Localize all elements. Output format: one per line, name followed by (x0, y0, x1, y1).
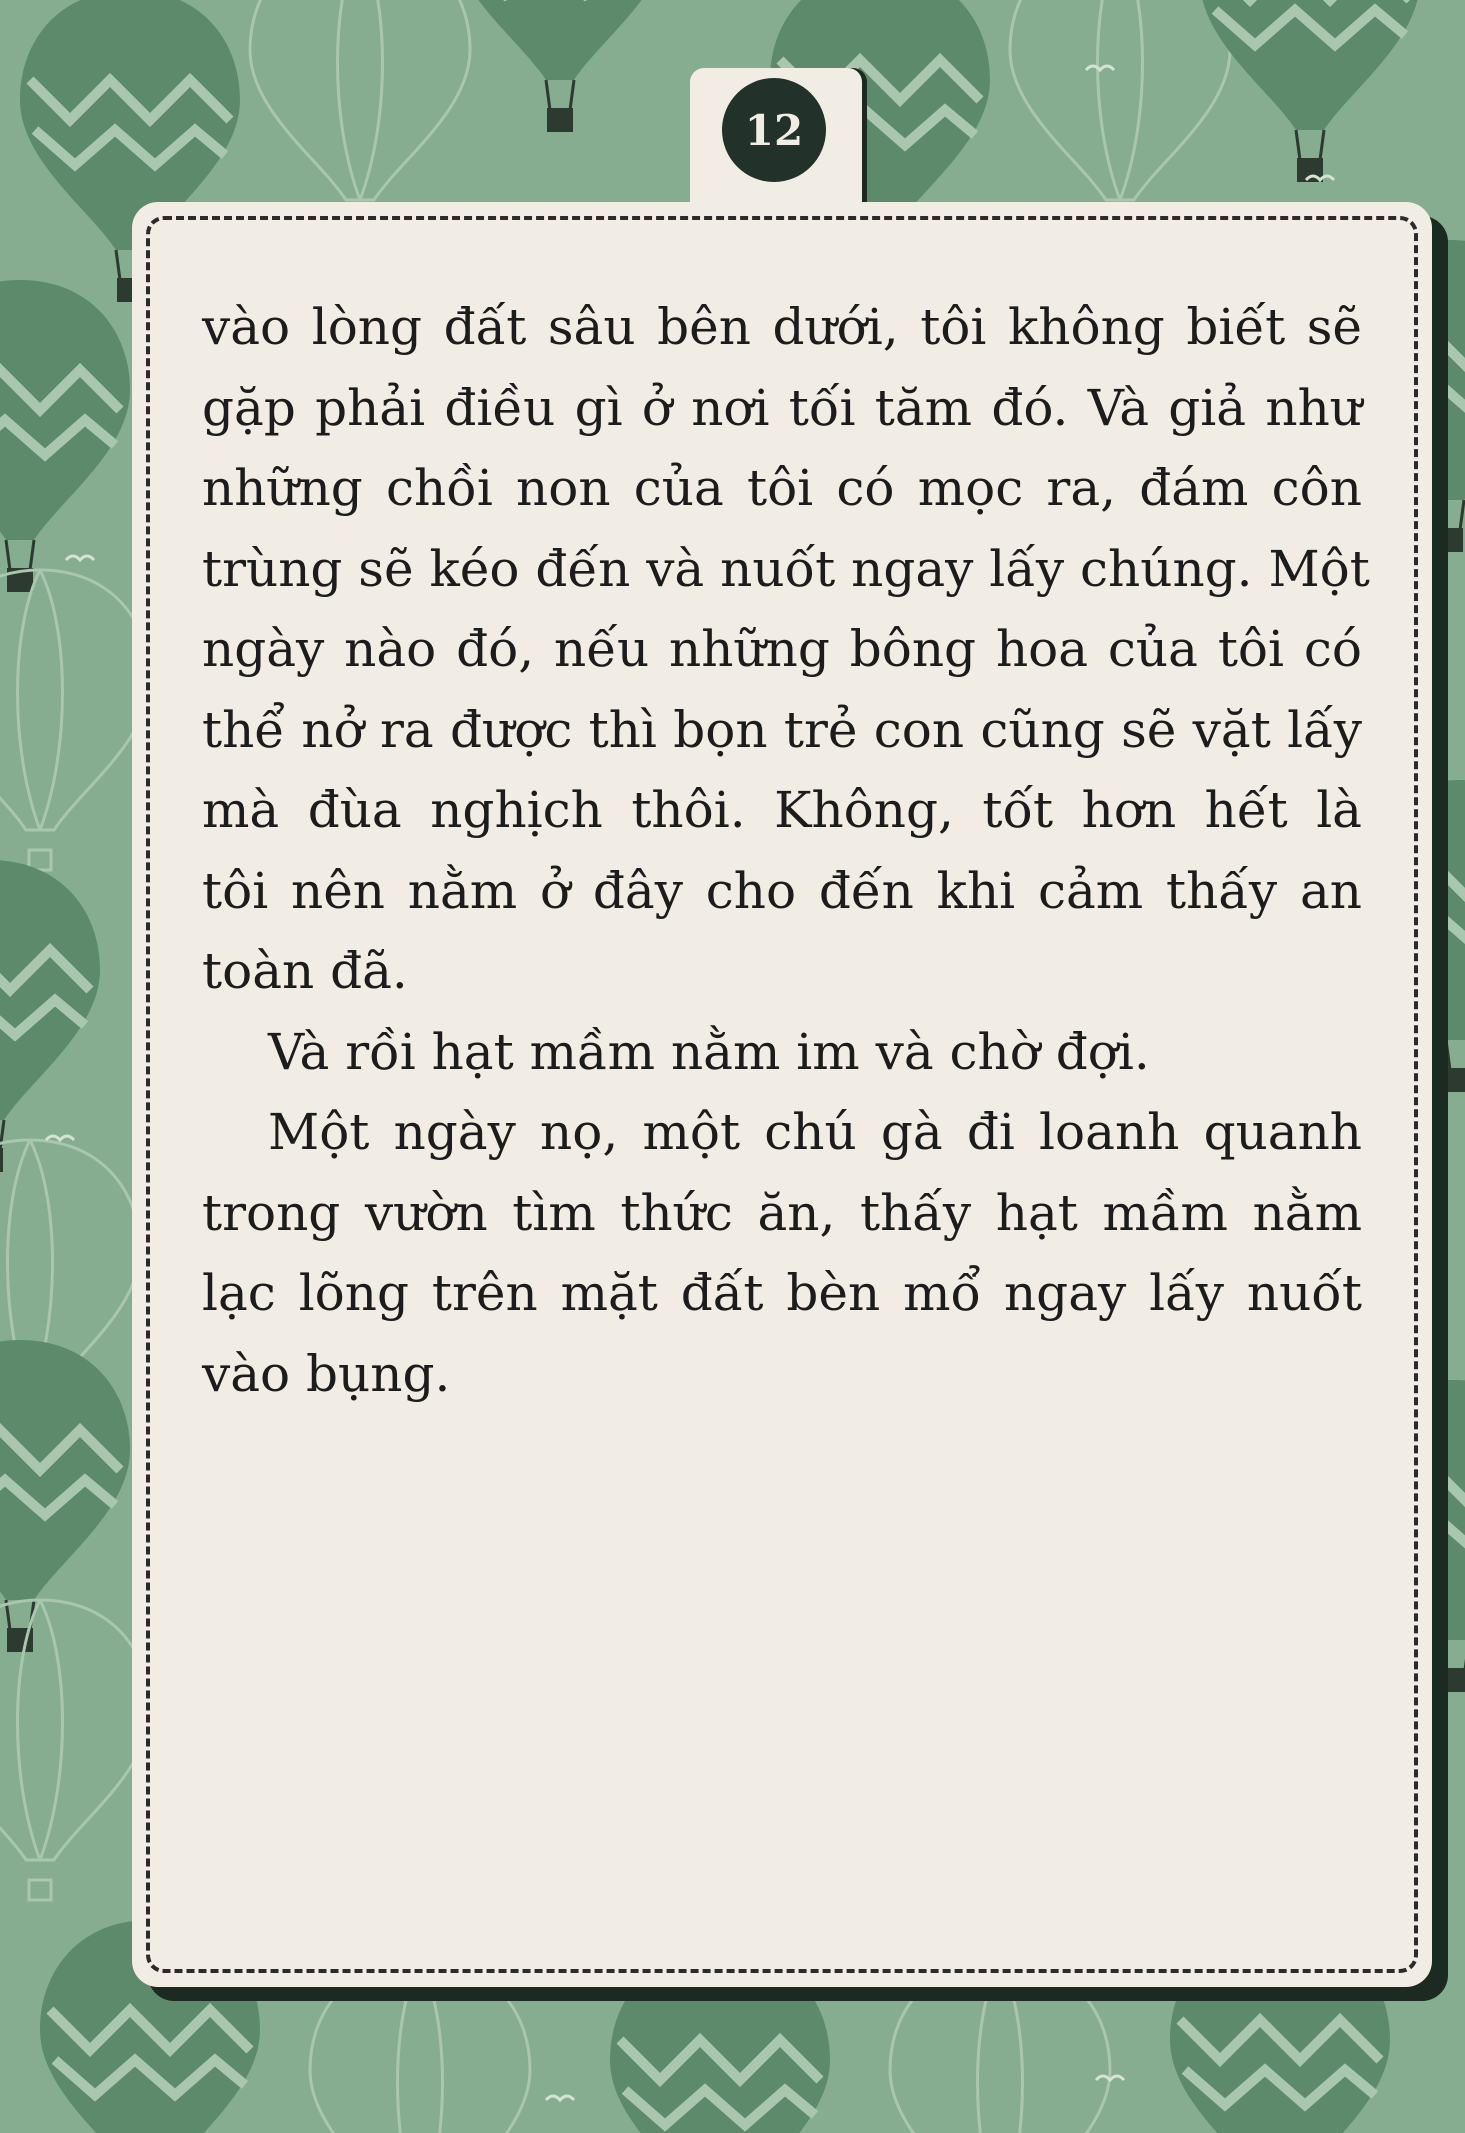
page-number-badge: 12 (722, 78, 826, 182)
paragraph (202, 1092, 1362, 1414)
text-line: ngày nào đó, nếu những bông hoa của tôi có (202, 620, 1362, 678)
text-line: vào lòng đất sâu bên dưới, tôi không biết sẽ (202, 298, 1362, 356)
paragraph (202, 287, 1370, 1012)
text-line: vào bụng. (202, 1344, 451, 1403)
text-line: trong vườn tìm thức ăn, thấy hạt mầm nằm (202, 1183, 1362, 1242)
story-text (202, 287, 1370, 1414)
text-line: gặp phải điều gì ở nơi tối tăm đó. Và giả như (202, 378, 1362, 437)
text-card (132, 202, 1432, 1987)
text-line: mà đùa nghịch thôi. Không, tốt hơn hết là (202, 781, 1362, 839)
text-line: Và rồi hạt mầm nằm im và chờ đợi. (268, 1022, 1150, 1081)
paragraph (202, 1012, 1362, 1093)
text-line: Một ngày nọ, một chú gà đi loanh quanh (268, 1103, 1362, 1161)
text-line: những chồi non của tôi có mọc ra, đám côn (202, 459, 1362, 517)
text-line: thể nở ra được thì bọn trẻ con cũng sẽ vặt lấy (202, 700, 1362, 759)
text-line: tôi nên nằm ở đây cho đến khi cảm thấy an (202, 861, 1362, 920)
text-line: lạc lõng trên mặt đất bèn mổ ngay lấy nuốt (202, 1264, 1362, 1322)
text-line: toàn đã. (202, 942, 408, 1000)
text-line: trùng sẽ kéo đến và nuốt ngay lấy chúng. Một (202, 539, 1370, 598)
